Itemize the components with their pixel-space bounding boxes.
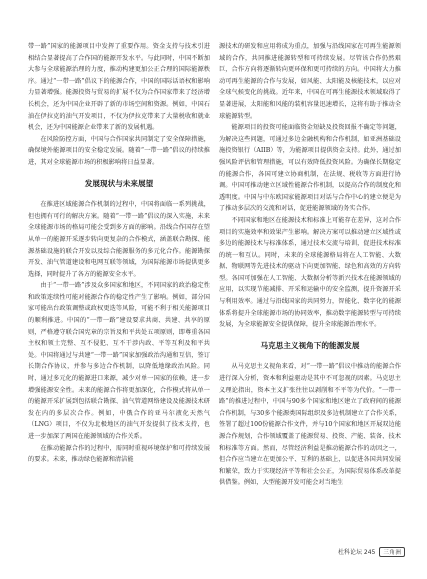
paragraph: 在推进区域能源合作机制的过程中，中国将面临一系列挑战，但也拥有可行的解决方案。随着“一带一路”倡议的深入实施，未来全球能源市场的格局可能会受到多方面的影响。沿线合作国存在望从单一的能源开采逐步转向更复杂的合作模式，涵盖联合勘探、能源基础设施的联合开发以及综合能源服务的多元化合作。能源勘探开发、油气管道建设和电网互联等领域，为国际能源市场提供更多选择，同时提升了各方的能源安全水平。 — [28, 201, 210, 278]
journal-logo: 三角洲 — [379, 547, 405, 557]
paragraph: 源技术的研发和应用将成为重点，加强与沿线国家在可再生能源领域的合作，共同推进能源转型和可持续发展。尽管该合作仍然艰巨，合作方向将逐渐转向更环保和更可持续的方向。中国将大力推动可再生能源的合作与发展，如风能、太阳能及核能技术，以应对全球气候变化的挑战。近年来，中国在可再生能源技术领域取得了显著进展，太阳能和风能的装机容量迅速增长，这将有助于推动全球能源转型。 — [219, 43, 401, 120]
paragraph: 由于“一带一路”涉及众多国家和地区，不同国家的政治稳定性和政策连续性可能对能源合作的稳定性产生了影响。例如，部分国家可能出台政策调整或政权更迭等风险，可能不利于相关能源项目的顺利推进。中国的“一带一路”建设要求共商、共建、共享的原则，严格遵守联合国宪章的宗旨及和平共处五项原则，即尊重各国主权和领土完整、互不侵犯、互不干涉内政、平等互利及和平共处。中国将通过与共建“一带一路”国家加强政治沟通和互信，签订长期合作协议，并参与多边合作机制，以降低地缘政治风险。同时，通过多元化的能源进口来源，减少对单一国家的依赖，进一步增强能源安全性。未来的能源合作将更加深化，合作模式将从单一的能源开采扩展到包括联合勘探、油气管道网络建设及能源技术研发在内的多层次合作。例如，中俄合作的亚马尔液化天然气（LNG）项目，不仅为北极地区的油气开发提供了技术支持，也进一步加深了两国在能源领域的合作关系。 — [28, 282, 210, 440]
paragraph: 不同国家和地区在能源技术和标准上可能存在差异，这对合作项目的实施效率和效果产生影响。解决方案可以推动建立区域性或多边的能源技术与标准体系，通过技术交流与培训，促进技术标准的统一和互认。同时，未来的全球能源格局将在人工智能、大数据、物联网等先进技术的驱动下向更加智能、绿色和高效的方向转型。各国可加强在人工智能、大数据分析等新兴技术在能源领域的应用，以实现节能减排、开采和运输中的安全监测，提升资源开采与利用效率。通过与沿线国家的共同努力，智能化、数字化的能源体系将提升全球能源市场的协同效率，推动数字能源转型与可持续发展，为全球能源安全提供保障，提升全球能源治理水平。 — [219, 216, 401, 329]
left-column — [28, 41, 210, 466]
paragraph: 能源项目的投资可能面临资金短缺及投资回报不确定等问题，为解决这些问题，可通过多边金融机构和合作机制，如亚洲基础设施投资银行（AIIB）等，为能源项目提供资金支持。此外，通过加强风险评估和管理措施，可以有效降低投资风险。为确保长期稳定的能源合作，各国可建立协商机制，在法规、税收等方面进行协调。中国可推动建立区域性能源合作机制，以提高合作的制度化和透明度。中国与中东欧国家能源项目对话与合作中心的建立便是为了推动多层次的交流和对话，促进能源领域的务实合作。 — [219, 124, 401, 213]
section-heading: 发展现状与未来展望 — [84, 178, 154, 188]
section-heading: 马克思主义视角下的能源发展 — [260, 340, 360, 350]
paragraph: 在风险防控方面，中国与合作国家共同制定了安全保障措施，确保境外能源项目的安全稳定发展。随着“一带一路”倡议的持续推进，其对全球能源市场的积极影响将日益显著。 — [28, 135, 210, 166]
paragraph: 带一路”国家的能源项目中发挥了重要作用。资金支持与技术引进相结合显著提高了合作国的能源开发水平。与此同时，中国不断加大参与全球能源治理的力度，推动构建更加公正合理的国际能源秩序。通过“一带一路”倡议下的能源合作，中国的国际话语权和影响力显著增强。能源投资与贸易的扩展不仅为合作国家带来了经济增长机会，还为中国企业开辟了新的市场空间和资源。例如，中国石油在伊拉克的油气开发项目，不仅为伊拉克带来了大量税收和就业机会，还为中国能源企业带来了新的发展机遇。 — [28, 43, 210, 132]
right-column — [219, 41, 401, 489]
paragraph: 在推动能源合作的过程中，需同时重视环境保护和可持续发展的要求。未来，推动绿色能源和清洁能 — [28, 444, 210, 464]
page-number: 杜科论坛 245 — [338, 549, 376, 556]
page-footer — [338, 547, 405, 557]
paragraph: 从马克思主义视角来看，对“一带一路”倡议中推动的能源合作进行深入分析，资本和利益驱动是其中不可忽视的因素。马克思主义理论指出，资本主义扩张往往以剥削和不平等为代价。“一带一路”的推进过程中，中国与90多个国家和地区建立了政府间的能源合作机制，与30多个能源类国际组织及多边机制建立了合作关系，签署了超过100份能源合作文件，并与10个国家和地区开展双边能源合作规划，合作领域覆盖了能源贸易、投资、产能、装备、技术和标准等方面。然而，尽管经济利益是推动能源合作的动因之一，但合作应当建立在更加公平、互利的基础上，以促进各国共同发展和繁荣，致力于实现经济平等和社会公正，为国际贸易体系改革提供借鉴。例如，大型能源开发可能会对当地生 — [219, 363, 401, 487]
